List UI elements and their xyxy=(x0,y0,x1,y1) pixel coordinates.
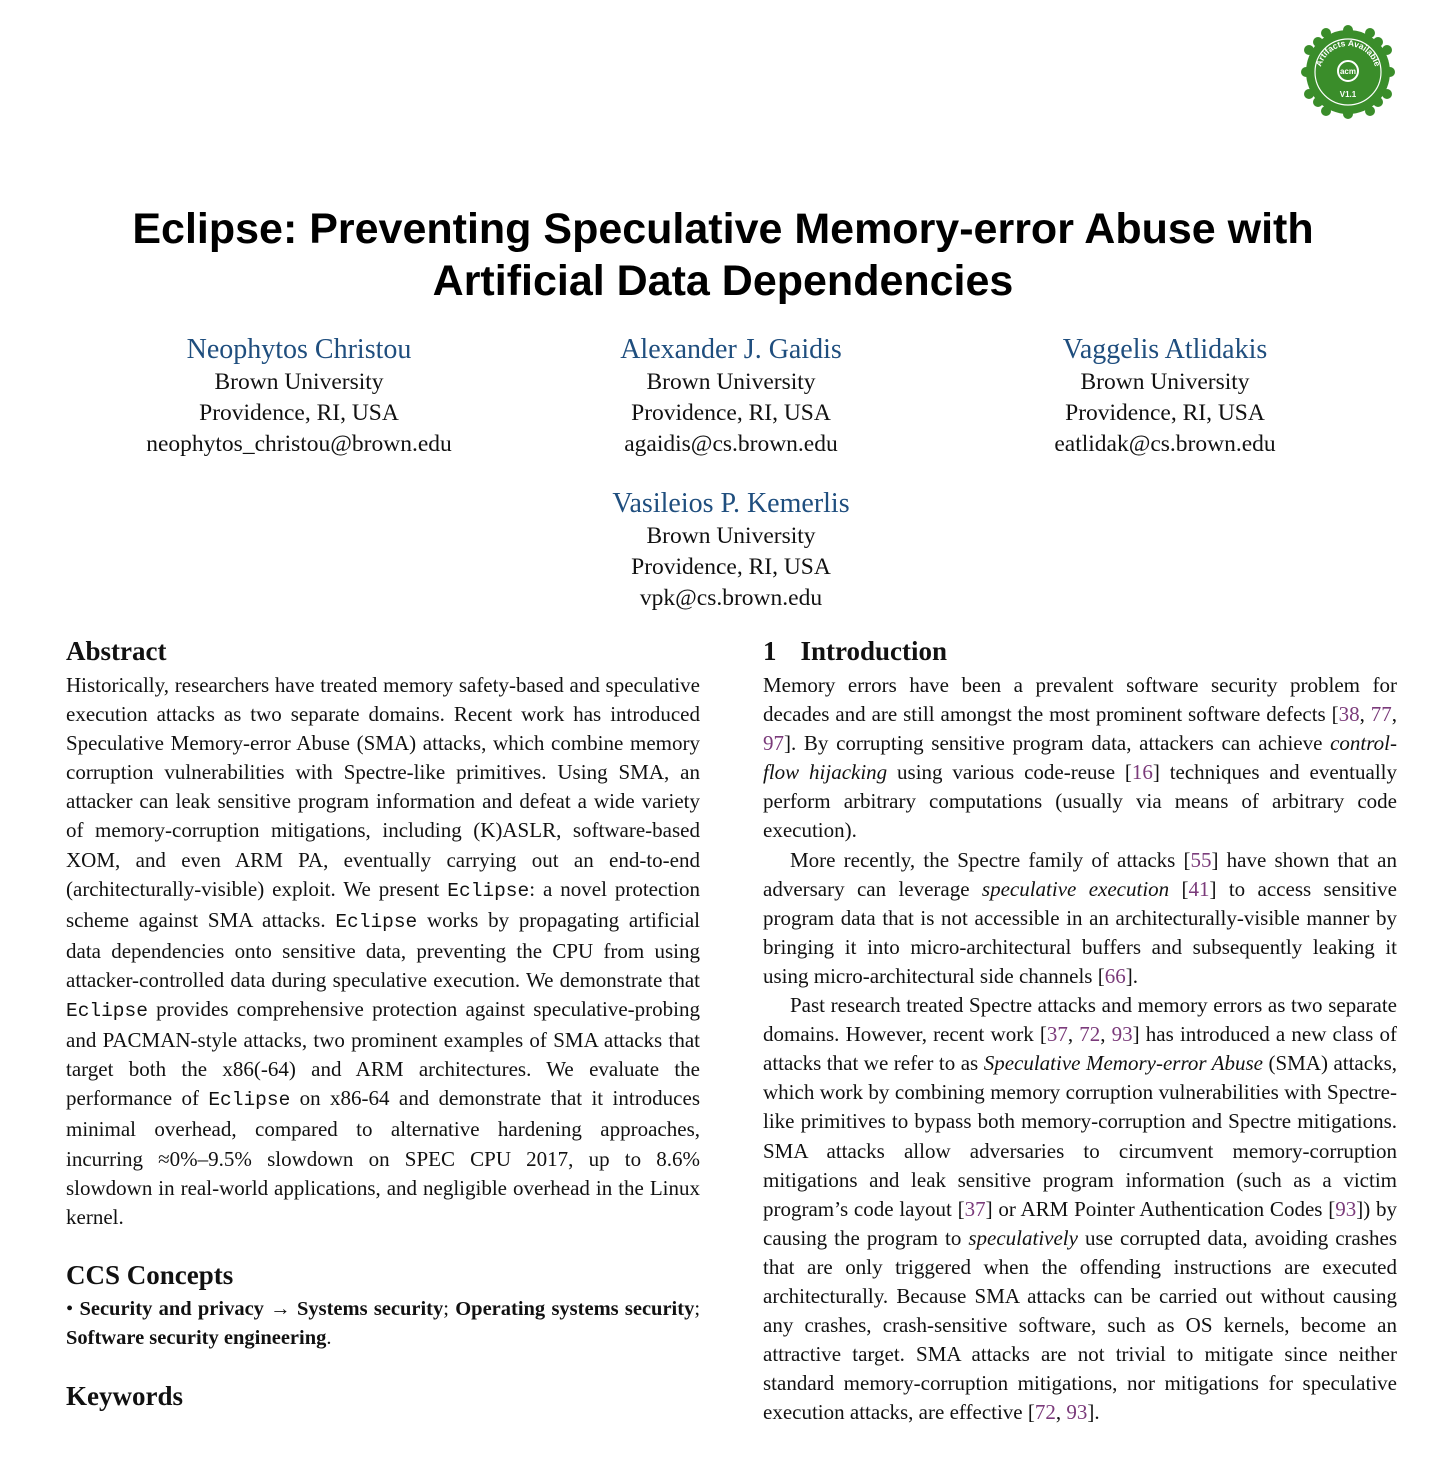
author-affiliation: Brown University xyxy=(1080,369,1250,395)
svg-text:acm: acm xyxy=(1339,67,1357,76)
system-name: Eclipse xyxy=(66,1000,148,1023)
citation-link[interactable]: 38 xyxy=(1338,702,1360,727)
author-name[interactable]: Neophytos Christou xyxy=(186,334,412,365)
author-location: Providence, RI, USA xyxy=(199,400,399,426)
citation-link[interactable]: 55 xyxy=(1190,847,1212,872)
author-location: Providence, RI, USA xyxy=(631,400,831,426)
citation-link[interactable]: 93 xyxy=(1335,1196,1357,1221)
author-block-2 xyxy=(492,333,970,460)
paper-title xyxy=(60,203,1386,307)
author-affiliation: Brown University xyxy=(646,369,816,395)
section-number: 1 xyxy=(763,636,777,666)
citation-link[interactable]: 72 xyxy=(1034,1400,1056,1425)
intro-paragraph-1: Memory errors have been a prevalent software security problem for decades and are still amongst the most prominent software defects [38, 77, 97]. By corrupting sensitive program data, attackers can achieve control-flow hijacking using various code-reuse [16] techniques and eventually perform arbitrary computations (usually via means of arbitrary code execution). xyxy=(763,673,1398,843)
citation-link[interactable]: 16 xyxy=(1131,760,1153,785)
author-email: eatlidak@cs.brown.edu xyxy=(1054,431,1276,457)
citation-link[interactable]: 93 xyxy=(1111,1022,1133,1047)
system-name: Eclipse xyxy=(208,1089,291,1112)
citation-link[interactable]: 37 xyxy=(1046,1022,1068,1047)
author-email: agaidis@cs.brown.edu xyxy=(624,431,838,457)
svg-text:Artifacts Available: Artifacts Available xyxy=(1313,37,1383,68)
author-affiliation: Brown University xyxy=(646,523,816,549)
author-block-1 xyxy=(60,333,538,460)
author-location: Providence, RI, USA xyxy=(1065,400,1265,426)
citation-link[interactable]: 77 xyxy=(1370,702,1392,727)
keywords-heading: Keywords xyxy=(66,1380,183,1411)
citation-link[interactable]: 93 xyxy=(1066,1400,1088,1425)
citation-link[interactable]: 72 xyxy=(1079,1022,1101,1047)
citation-link[interactable]: 97 xyxy=(763,731,784,756)
citation-link[interactable]: 37 xyxy=(964,1196,986,1221)
intro-paragraph-2: More recently, the Spectre family of attacks [55] have shown that an adversary can leverage speculative execution [41] to access sensitive program data that is not accessible in an architecturally-visible manner by bringing it into micro-architectural buffers and subsequently leaking it using micro-architectural side channels [66]. xyxy=(763,847,1397,988)
ccs-concepts: • Security and privacy → Systems security; Operating systems security; Software security engineering. xyxy=(66,1297,701,1349)
title-line-2: Artificial Data Dependencies xyxy=(432,257,1014,305)
right-column xyxy=(763,634,1397,1427)
intro-paragraph-3: Past research treated Spectre attacks and memory errors as two separate domains. However, recent work [37, 72, 93] has introduced a new class of attacks that we refer to as Speculative Memory-error Abuse (SMA) attacks, which work by combining memory corruption vulnerabilities with Spectre-like primitives to bypass both memory-corruption and Spectre mitigations. SMA attacks allow adversaries to circumvent memory-corruption mitigations and leak sensitive program information (such as a victim program’s code layout [37] or ARM Pointer Authentication Codes [93]) by causing the program to speculatively use corrupted data, avoiding crashes that are only triggered when the offending instructions are executed architecturally. Because SMA attacks can be carried out without causing any crashes, crash-sensitive software, such as OS kernels, become an attractive target. SMA attacks are not trivial to mitigate since neither standard memory-corruption mitigations, nor mitigations for speculative execution attacks, are effective [72, 93]. xyxy=(763,993,1398,1425)
citation-link[interactable]: 41 xyxy=(1188,876,1210,901)
author-block-4 xyxy=(492,487,970,614)
system-name: Eclipse xyxy=(335,910,418,933)
introduction-heading xyxy=(763,634,1397,668)
abstract-heading: Abstract xyxy=(66,636,167,666)
author-name[interactable]: Vaggelis Atlidakis xyxy=(1062,334,1268,365)
ccs-heading: CCS Concepts xyxy=(66,1259,234,1290)
author-location: Providence, RI, USA xyxy=(631,554,831,580)
title-line-1: Eclipse: Preventing Speculative Memory-error Abuse with xyxy=(132,205,1314,253)
svg-text:V1.1: V1.1 xyxy=(1339,90,1357,99)
section-title: Introduction xyxy=(800,636,948,666)
author-email: neophytos_christou@brown.edu xyxy=(146,431,452,457)
author-block-3 xyxy=(926,333,1404,460)
author-name[interactable]: Vasileios P. Kemerlis xyxy=(612,488,850,519)
citation-link[interactable]: 66 xyxy=(1104,963,1126,988)
author-name[interactable]: Alexander J. Gaidis xyxy=(620,334,842,365)
author-email: vpk@cs.brown.edu xyxy=(639,585,823,611)
left-column xyxy=(66,634,700,1416)
abstract-text: Historically, researchers have treated memory safety-based and speculative execution attacks as two separate domains. Recent work has introduced Speculative Memory-error Abuse (SMA) attacks, which combine memory corruption vulnerabilities with Spectre-like primitives. Using SMA, an attacker can leak sensitive program information and defeat a wide variety of memory-corruption mitigations, including (K)ASLR, software-based XOM, and even ARM PA, eventually carrying out an end-to-end (architecturally-visible) exploit. We present Eclipse: a novel protection scheme against SMA attacks. Eclipse works by propagating artificial data dependencies onto sensitive data, preventing the CPU from using attacker-controlled data during speculative execution. We demonstrate that Eclipse provides comprehensive protection against speculative-probing and PACMAN-style attacks, two prominent examples of SMA attacks that target both the x86(-64) and ARM architectures. We evaluate the performance of Eclipse on x86-64 and demonstrate that it introduces minimal overhead, compared to alternative hardening approaches, incurring ≈0%–9.5% slowdown on SPEC CPU 2017, up to 8.6% slowdown in real-world applications, and negligible overhead in the Linux kernel. xyxy=(66,673,700,1229)
badge-seal-icon xyxy=(1300,24,1396,120)
author-affiliation: Brown University xyxy=(214,369,384,395)
acm-artifacts-available-badge xyxy=(1300,24,1396,120)
system-name: Eclipse xyxy=(447,879,530,902)
